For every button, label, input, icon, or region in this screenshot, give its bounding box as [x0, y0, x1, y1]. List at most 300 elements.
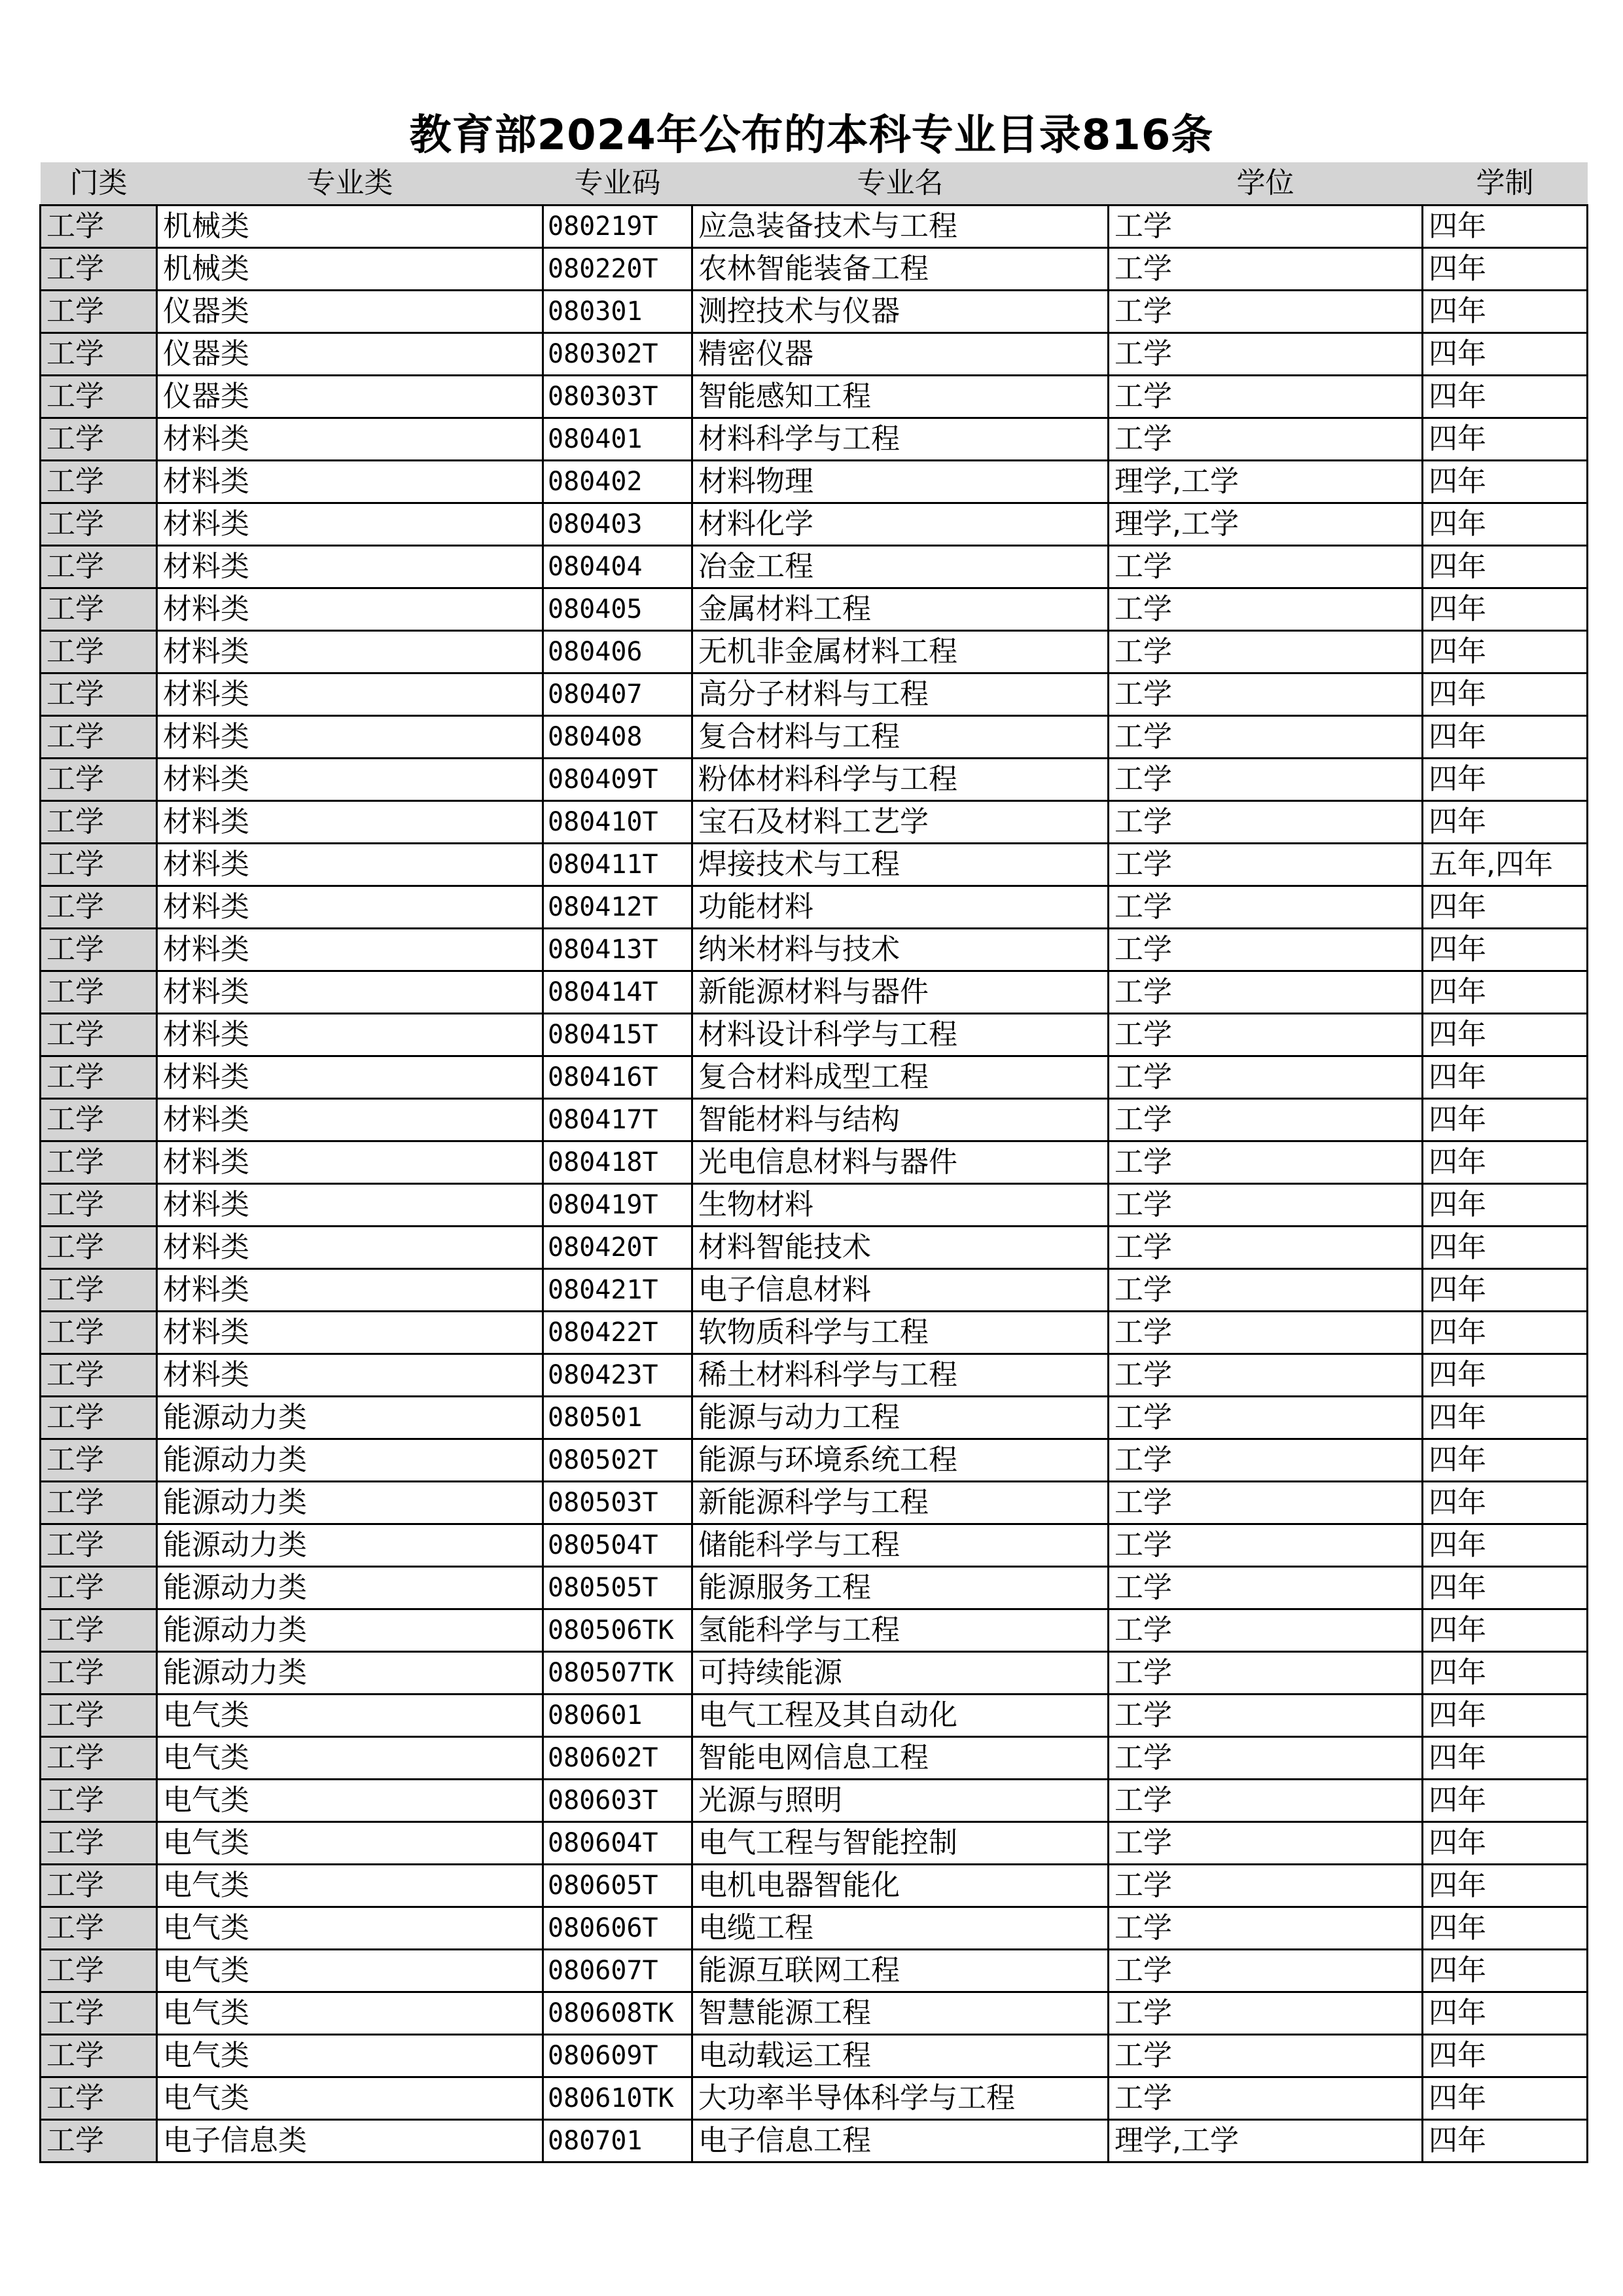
major-code-cell: 080609T — [543, 2035, 692, 2077]
table-row — [41, 1567, 1588, 1609]
major-name-cell: 智能电网信息工程 — [692, 1737, 1109, 1780]
major-class-cell: 机械类 — [157, 206, 543, 248]
category-cell: 工学 — [41, 291, 157, 333]
table-row — [41, 546, 1588, 588]
table-row — [41, 1865, 1588, 1907]
major-code-cell: 080219T — [543, 206, 692, 248]
category-cell: 工学 — [41, 759, 157, 801]
table-row — [41, 333, 1588, 376]
major-code-cell: 080407 — [543, 673, 692, 716]
major-name-cell: 软物质科学与工程 — [692, 1312, 1109, 1354]
major-name-cell: 新能源材料与器件 — [692, 971, 1109, 1014]
degree-cell: 工学 — [1109, 1822, 1423, 1865]
major-class-cell: 电气类 — [157, 1822, 543, 1865]
table-row — [41, 1184, 1588, 1227]
degree-cell: 工学 — [1109, 1695, 1423, 1737]
major-class-cell: 材料类 — [157, 1227, 543, 1269]
duration-cell: 四年 — [1423, 2120, 1588, 2162]
major-code-cell: 080506TK — [543, 1609, 692, 1652]
major-class-cell: 仪器类 — [157, 333, 543, 376]
major-class-cell: 材料类 — [157, 1184, 543, 1227]
major-code-cell: 080701 — [543, 2120, 692, 2162]
major-class-cell: 能源动力类 — [157, 1652, 543, 1695]
table-row — [41, 588, 1588, 631]
degree-cell: 理学,工学 — [1109, 2120, 1423, 2162]
duration-cell: 四年 — [1423, 503, 1588, 546]
duration-cell: 四年 — [1423, 1184, 1588, 1227]
degree-cell: 工学 — [1109, 1099, 1423, 1141]
degree-cell: 工学 — [1109, 1950, 1423, 1992]
duration-cell: 四年 — [1423, 248, 1588, 291]
major-class-cell: 能源动力类 — [157, 1482, 543, 1524]
table-row — [41, 2077, 1588, 2120]
category-cell: 工学 — [41, 503, 157, 546]
major-code-cell: 080410T — [543, 801, 692, 844]
major-class-cell: 电气类 — [157, 1907, 543, 1950]
degree-cell: 工学 — [1109, 1567, 1423, 1609]
major-code-cell: 080422T — [543, 1312, 692, 1354]
major-name-cell: 能源与动力工程 — [692, 1397, 1109, 1439]
major-code-cell: 080406 — [543, 631, 692, 673]
table-row — [41, 2035, 1588, 2077]
major-name-cell: 材料物理 — [692, 461, 1109, 503]
category-cell: 工学 — [41, 1524, 157, 1567]
duration-cell: 四年 — [1423, 1950, 1588, 1992]
major-class-cell: 材料类 — [157, 1354, 543, 1397]
major-name-cell: 新能源科学与工程 — [692, 1482, 1109, 1524]
major-name-cell: 稀土材料科学与工程 — [692, 1354, 1109, 1397]
major-class-cell: 材料类 — [157, 631, 543, 673]
table-row — [41, 1269, 1588, 1312]
major-class-cell: 材料类 — [157, 418, 543, 461]
duration-cell: 四年 — [1423, 759, 1588, 801]
major-code-cell: 080302T — [543, 333, 692, 376]
document-title: 教育部2024年公布的本科专业目录816条 — [409, 111, 1214, 160]
duration-cell: 四年 — [1423, 1780, 1588, 1822]
major-class-cell: 能源动力类 — [157, 1524, 543, 1567]
degree-cell: 工学 — [1109, 801, 1423, 844]
major-class-cell: 材料类 — [157, 461, 543, 503]
table-row — [41, 1950, 1588, 1992]
category-cell: 工学 — [41, 588, 157, 631]
category-cell: 工学 — [41, 2035, 157, 2077]
degree-cell: 工学 — [1109, 206, 1423, 248]
major-code-cell: 080417T — [543, 1099, 692, 1141]
table-row — [41, 248, 1588, 291]
table-row — [41, 503, 1588, 546]
major-code-cell: 080602T — [543, 1737, 692, 1780]
major-code-cell: 080408 — [543, 716, 692, 759]
duration-cell: 四年 — [1423, 716, 1588, 759]
table-row — [41, 291, 1588, 333]
category-cell: 工学 — [41, 631, 157, 673]
category-cell: 工学 — [41, 1439, 157, 1482]
duration-cell: 四年 — [1423, 2077, 1588, 2120]
table-row — [41, 1609, 1588, 1652]
duration-cell: 四年 — [1423, 1609, 1588, 1652]
major-name-cell: 复合材料与工程 — [692, 716, 1109, 759]
major-class-cell: 电气类 — [157, 1737, 543, 1780]
major-name-cell: 智能感知工程 — [692, 376, 1109, 418]
category-cell: 工学 — [41, 1227, 157, 1269]
category-cell: 工学 — [41, 673, 157, 716]
duration-cell: 四年 — [1423, 546, 1588, 588]
duration-cell: 四年 — [1423, 1099, 1588, 1141]
degree-cell: 工学 — [1109, 376, 1423, 418]
table-row — [41, 631, 1588, 673]
duration-cell: 四年 — [1423, 588, 1588, 631]
major-class-cell: 电气类 — [157, 1992, 543, 2035]
category-cell: 工学 — [41, 461, 157, 503]
duration-cell: 四年 — [1423, 1397, 1588, 1439]
major-name-cell: 农林智能装备工程 — [692, 248, 1109, 291]
table-row — [41, 418, 1588, 461]
major-class-cell: 材料类 — [157, 971, 543, 1014]
major-code-cell: 080606T — [543, 1907, 692, 1950]
major-class-cell: 仪器类 — [157, 291, 543, 333]
category-cell: 工学 — [41, 716, 157, 759]
table-row — [41, 2120, 1588, 2162]
table-row — [41, 759, 1588, 801]
degree-cell: 工学 — [1109, 1907, 1423, 1950]
table-row — [41, 1397, 1588, 1439]
degree-cell: 理学,工学 — [1109, 461, 1423, 503]
major-code-cell: 080409T — [543, 759, 692, 801]
major-class-cell: 电气类 — [157, 2077, 543, 2120]
major-name-cell: 能源与环境系统工程 — [692, 1439, 1109, 1482]
major-code-cell: 080603T — [543, 1780, 692, 1822]
major-name-cell: 金属材料工程 — [692, 588, 1109, 631]
duration-cell: 四年 — [1423, 1269, 1588, 1312]
major-name-cell: 材料设计科学与工程 — [692, 1014, 1109, 1056]
major-name-cell: 应急装备技术与工程 — [692, 206, 1109, 248]
duration-cell: 四年 — [1423, 1992, 1588, 2035]
major-class-cell: 材料类 — [157, 929, 543, 971]
category-cell: 工学 — [41, 886, 157, 929]
degree-cell: 工学 — [1109, 1312, 1423, 1354]
major-catalog-table — [39, 162, 1588, 2163]
category-cell: 工学 — [41, 1907, 157, 1950]
table-row — [41, 1227, 1588, 1269]
degree-cell: 工学 — [1109, 1865, 1423, 1907]
major-name-cell: 复合材料成型工程 — [692, 1056, 1109, 1099]
major-name-cell: 焊接技术与工程 — [692, 844, 1109, 886]
category-cell: 工学 — [41, 1822, 157, 1865]
category-cell: 工学 — [41, 1354, 157, 1397]
major-class-cell: 材料类 — [157, 801, 543, 844]
table-row — [41, 1014, 1588, 1056]
major-code-cell: 080420T — [543, 1227, 692, 1269]
major-class-cell: 材料类 — [157, 503, 543, 546]
degree-cell: 工学 — [1109, 1737, 1423, 1780]
duration-cell: 四年 — [1423, 1141, 1588, 1184]
major-name-cell: 粉体材料科学与工程 — [692, 759, 1109, 801]
category-cell: 工学 — [41, 1014, 157, 1056]
category-cell: 工学 — [41, 1609, 157, 1652]
table-row — [41, 376, 1588, 418]
column-header-degree: 学位 — [1109, 162, 1423, 206]
column-header-major-name: 专业名 — [692, 162, 1109, 206]
degree-cell: 工学 — [1109, 546, 1423, 588]
major-code-cell: 080401 — [543, 418, 692, 461]
degree-cell: 工学 — [1109, 1439, 1423, 1482]
category-cell: 工学 — [41, 929, 157, 971]
major-code-cell: 080605T — [543, 1865, 692, 1907]
major-name-cell: 材料科学与工程 — [692, 418, 1109, 461]
major-code-cell: 080411T — [543, 844, 692, 886]
table-row — [41, 1907, 1588, 1950]
degree-cell: 工学 — [1109, 844, 1423, 886]
major-code-cell: 080604T — [543, 1822, 692, 1865]
category-cell: 工学 — [41, 418, 157, 461]
major-name-cell: 光源与照明 — [692, 1780, 1109, 1822]
degree-cell: 工学 — [1109, 929, 1423, 971]
table-row — [41, 1737, 1588, 1780]
degree-cell: 工学 — [1109, 1227, 1423, 1269]
degree-cell: 工学 — [1109, 1269, 1423, 1312]
table-row — [41, 461, 1588, 503]
degree-cell: 工学 — [1109, 248, 1423, 291]
major-class-cell: 电气类 — [157, 1865, 543, 1907]
duration-cell: 四年 — [1423, 886, 1588, 929]
major-code-cell: 080423T — [543, 1354, 692, 1397]
duration-cell: 四年 — [1423, 1439, 1588, 1482]
duration-cell: 四年 — [1423, 1907, 1588, 1950]
column-header-major-code: 专业码 — [543, 162, 692, 206]
duration-cell: 四年 — [1423, 291, 1588, 333]
duration-cell: 四年 — [1423, 376, 1588, 418]
major-code-cell: 080413T — [543, 929, 692, 971]
major-name-cell: 纳米材料与技术 — [692, 929, 1109, 971]
major-name-cell: 材料智能技术 — [692, 1227, 1109, 1269]
duration-cell: 四年 — [1423, 801, 1588, 844]
major-class-cell: 材料类 — [157, 1269, 543, 1312]
duration-cell: 四年 — [1423, 1312, 1588, 1354]
table-row — [41, 1992, 1588, 2035]
table-row — [41, 1482, 1588, 1524]
duration-cell: 四年 — [1423, 1056, 1588, 1099]
degree-cell: 工学 — [1109, 588, 1423, 631]
major-code-cell: 080607T — [543, 1950, 692, 1992]
category-cell: 工学 — [41, 2077, 157, 2120]
major-class-cell: 材料类 — [157, 1312, 543, 1354]
duration-cell: 四年 — [1423, 1524, 1588, 1567]
degree-cell: 工学 — [1109, 418, 1423, 461]
major-class-cell: 能源动力类 — [157, 1439, 543, 1482]
duration-cell: 四年 — [1423, 2035, 1588, 2077]
category-cell: 工学 — [41, 1950, 157, 1992]
major-code-cell: 080412T — [543, 886, 692, 929]
major-class-cell: 仪器类 — [157, 376, 543, 418]
major-name-cell: 电气工程与智能控制 — [692, 1822, 1109, 1865]
degree-cell: 工学 — [1109, 759, 1423, 801]
major-code-cell: 080421T — [543, 1269, 692, 1312]
major-class-cell: 电子信息类 — [157, 2120, 543, 2162]
duration-cell: 四年 — [1423, 1014, 1588, 1056]
degree-cell: 工学 — [1109, 1014, 1423, 1056]
major-name-cell: 电动载运工程 — [692, 2035, 1109, 2077]
table-row — [41, 886, 1588, 929]
major-name-cell: 能源服务工程 — [692, 1567, 1109, 1609]
degree-cell: 工学 — [1109, 1397, 1423, 1439]
major-class-cell: 材料类 — [157, 886, 543, 929]
category-cell: 工学 — [41, 248, 157, 291]
duration-cell: 四年 — [1423, 1227, 1588, 1269]
table-row — [41, 1780, 1588, 1822]
category-cell: 工学 — [41, 1992, 157, 2035]
degree-cell: 工学 — [1109, 971, 1423, 1014]
degree-cell: 工学 — [1109, 1992, 1423, 2035]
category-cell: 工学 — [41, 1397, 157, 1439]
category-cell: 工学 — [41, 1482, 157, 1524]
degree-cell: 工学 — [1109, 716, 1423, 759]
table-row — [41, 1099, 1588, 1141]
major-class-cell: 材料类 — [157, 844, 543, 886]
duration-cell: 四年 — [1423, 333, 1588, 376]
table-row — [41, 801, 1588, 844]
table-row — [41, 971, 1588, 1014]
table-row — [41, 1354, 1588, 1397]
degree-cell: 工学 — [1109, 1780, 1423, 1822]
major-name-cell: 能源互联网工程 — [692, 1950, 1109, 1992]
duration-cell: 四年 — [1423, 1482, 1588, 1524]
major-name-cell: 功能材料 — [692, 886, 1109, 929]
duration-cell: 四年 — [1423, 206, 1588, 248]
degree-cell: 工学 — [1109, 2077, 1423, 2120]
column-header-duration: 学制 — [1423, 162, 1588, 206]
major-name-cell: 氢能科学与工程 — [692, 1609, 1109, 1652]
major-class-cell: 材料类 — [157, 546, 543, 588]
table-row — [41, 1056, 1588, 1099]
duration-cell: 四年 — [1423, 631, 1588, 673]
degree-cell: 工学 — [1109, 631, 1423, 673]
major-class-cell: 材料类 — [157, 1014, 543, 1056]
major-class-cell: 能源动力类 — [157, 1567, 543, 1609]
table-row — [41, 206, 1588, 248]
major-class-cell: 材料类 — [157, 759, 543, 801]
category-cell: 工学 — [41, 844, 157, 886]
category-cell: 工学 — [41, 1184, 157, 1227]
degree-cell: 工学 — [1109, 1609, 1423, 1652]
table-row — [41, 929, 1588, 971]
major-code-cell: 080502T — [543, 1439, 692, 1482]
major-code-cell: 080507TK — [543, 1652, 692, 1695]
major-name-cell: 测控技术与仪器 — [692, 291, 1109, 333]
major-name-cell: 大功率半导体科学与工程 — [692, 2077, 1109, 2120]
major-name-cell: 电子信息工程 — [692, 2120, 1109, 2162]
duration-cell: 四年 — [1423, 1822, 1588, 1865]
table-row — [41, 1524, 1588, 1567]
major-code-cell: 080303T — [543, 376, 692, 418]
degree-cell: 工学 — [1109, 1482, 1423, 1524]
duration-cell: 四年 — [1423, 1737, 1588, 1780]
table-row — [41, 673, 1588, 716]
major-name-cell: 宝石及材料工艺学 — [692, 801, 1109, 844]
major-name-cell: 无机非金属材料工程 — [692, 631, 1109, 673]
major-class-cell: 电气类 — [157, 2035, 543, 2077]
degree-cell: 工学 — [1109, 1652, 1423, 1695]
degree-cell: 理学,工学 — [1109, 503, 1423, 546]
category-cell: 工学 — [41, 1780, 157, 1822]
major-class-cell: 材料类 — [157, 716, 543, 759]
major-code-cell: 080415T — [543, 1014, 692, 1056]
table-row — [41, 1695, 1588, 1737]
duration-cell: 四年 — [1423, 929, 1588, 971]
major-class-cell: 电气类 — [157, 1950, 543, 1992]
major-name-cell: 电气工程及其自动化 — [692, 1695, 1109, 1737]
major-code-cell: 080418T — [543, 1141, 692, 1184]
category-cell: 工学 — [41, 333, 157, 376]
major-name-cell: 电子信息材料 — [692, 1269, 1109, 1312]
table-row — [41, 1652, 1588, 1695]
degree-cell: 工学 — [1109, 2035, 1423, 2077]
major-code-cell: 080301 — [543, 291, 692, 333]
major-name-cell: 生物材料 — [692, 1184, 1109, 1227]
major-class-cell: 机械类 — [157, 248, 543, 291]
category-cell: 工学 — [41, 2120, 157, 2162]
table-row — [41, 716, 1588, 759]
major-name-cell: 冶金工程 — [692, 546, 1109, 588]
major-name-cell: 精密仪器 — [692, 333, 1109, 376]
table-row — [41, 1141, 1588, 1184]
major-class-cell: 材料类 — [157, 1099, 543, 1141]
degree-cell: 工学 — [1109, 1141, 1423, 1184]
major-code-cell: 080416T — [543, 1056, 692, 1099]
degree-cell: 工学 — [1109, 1524, 1423, 1567]
major-class-cell: 材料类 — [157, 673, 543, 716]
major-code-cell: 080403 — [543, 503, 692, 546]
column-header-major-class: 专业类 — [157, 162, 543, 206]
table-row — [41, 1312, 1588, 1354]
column-header-category: 门类 — [41, 162, 157, 206]
category-cell: 工学 — [41, 1269, 157, 1312]
category-cell: 工学 — [41, 1567, 157, 1609]
major-name-cell: 电缆工程 — [692, 1907, 1109, 1950]
major-name-cell: 智慧能源工程 — [692, 1992, 1109, 2035]
category-cell: 工学 — [41, 1312, 157, 1354]
major-code-cell: 080402 — [543, 461, 692, 503]
major-class-cell: 能源动力类 — [157, 1609, 543, 1652]
category-cell: 工学 — [41, 546, 157, 588]
major-code-cell: 080404 — [543, 546, 692, 588]
category-cell: 工学 — [41, 1141, 157, 1184]
duration-cell: 四年 — [1423, 418, 1588, 461]
major-name-cell: 高分子材料与工程 — [692, 673, 1109, 716]
category-cell: 工学 — [41, 376, 157, 418]
table-row — [41, 1822, 1588, 1865]
category-cell: 工学 — [41, 971, 157, 1014]
category-cell: 工学 — [41, 1652, 157, 1695]
table-row — [41, 1439, 1588, 1482]
major-name-cell: 材料化学 — [692, 503, 1109, 546]
degree-cell: 工学 — [1109, 886, 1423, 929]
degree-cell: 工学 — [1109, 1354, 1423, 1397]
duration-cell: 四年 — [1423, 1865, 1588, 1907]
major-code-cell: 080505T — [543, 1567, 692, 1609]
major-code-cell: 080405 — [543, 588, 692, 631]
degree-cell: 工学 — [1109, 1184, 1423, 1227]
degree-cell: 工学 — [1109, 673, 1423, 716]
duration-cell: 四年 — [1423, 971, 1588, 1014]
major-code-cell: 080220T — [543, 248, 692, 291]
category-cell: 工学 — [41, 1695, 157, 1737]
major-class-cell: 电气类 — [157, 1780, 543, 1822]
major-code-cell: 080608TK — [543, 1992, 692, 2035]
major-class-cell: 材料类 — [157, 1056, 543, 1099]
major-code-cell: 080610TK — [543, 2077, 692, 2120]
major-class-cell: 材料类 — [157, 588, 543, 631]
degree-cell: 工学 — [1109, 291, 1423, 333]
